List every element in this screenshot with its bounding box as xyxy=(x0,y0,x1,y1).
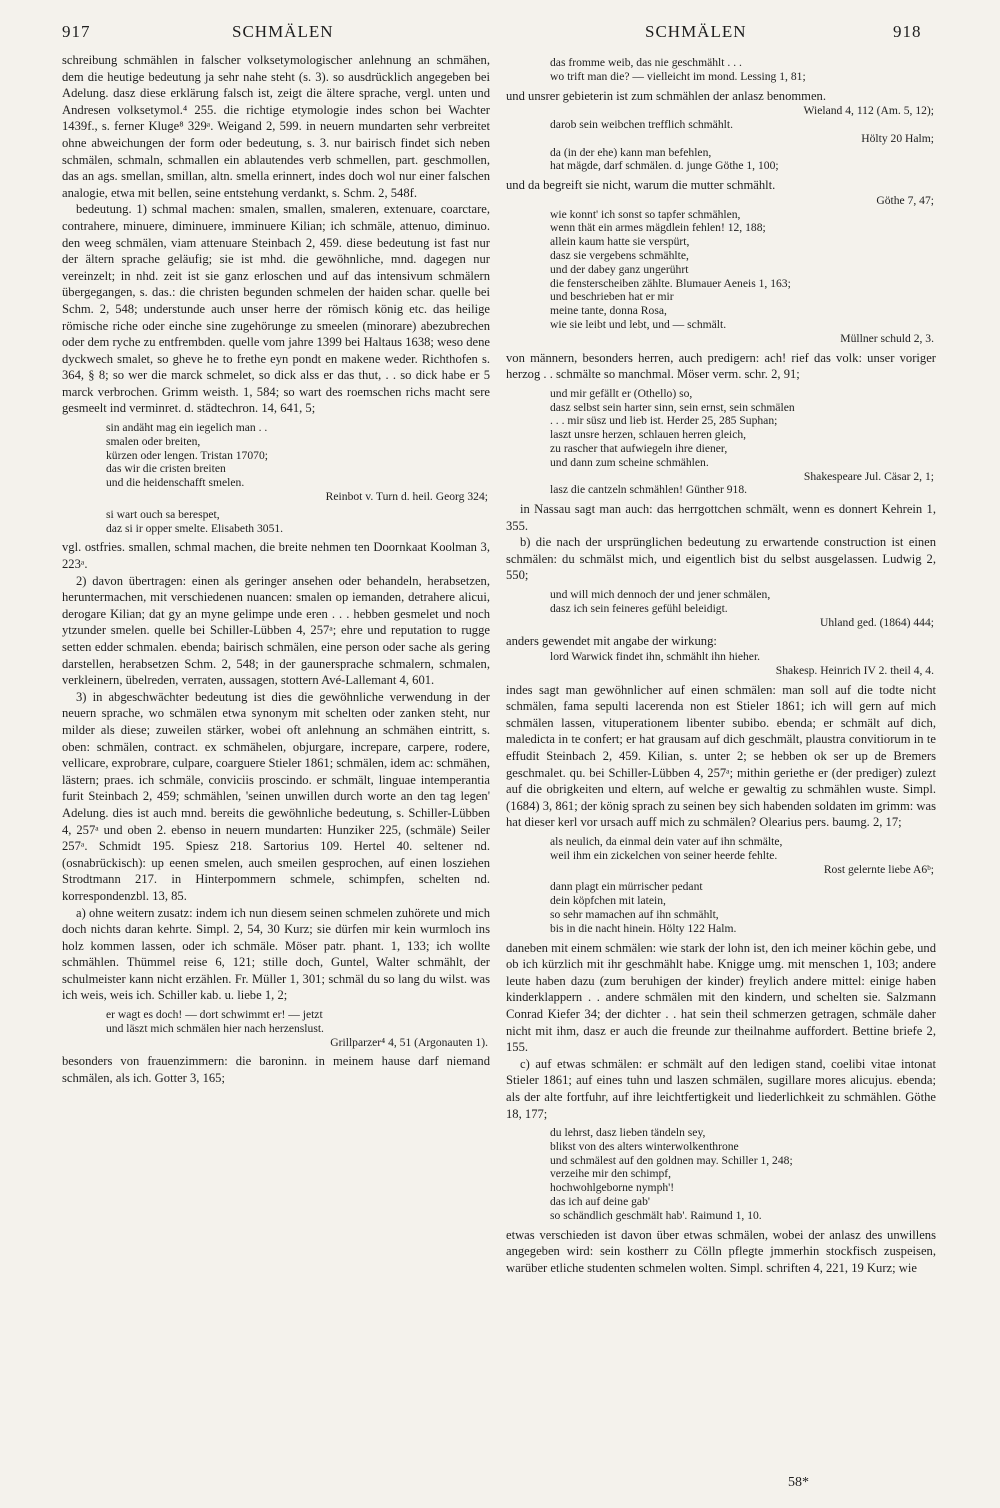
verse-line: und läszt mich schmälen hier nach herzenslust. xyxy=(106,1021,324,1035)
verse-line: allein kaum hatte sie verspürt, xyxy=(550,235,690,249)
verse-line: si wart ouch sa berespet, xyxy=(106,507,220,521)
verse-line: dein köpfchen mit latein, xyxy=(550,894,666,908)
verse-line: laszt unsre herzen, schlauen herren gleich, xyxy=(550,428,747,442)
verse-line: und der dabey ganz ungerührt xyxy=(550,262,689,276)
verse-quote xyxy=(550,194,936,346)
quote-source: Reinbot v. Turn d. heil. Georg 324; xyxy=(325,490,488,504)
paragraph: bedeutung. 1) schmal machen: smalen, smallen, smaleren, extenuare, coarctare, contrahere, minuere, diminuere, imminuere Kilian; ich schmäle, attenuo, diminuo. den weeg schmälen, viam attenuare Steinbach 2, 459. diese bedeutung ist fast nur der ältern sprache geläufig; sie ist mhd. die gewöhnliche, mnd. dagegen nur vereinzelt; in nhd. zeit ist sie ganz erloschen und auf das intensivum schmälern übergegangen, s. das.: die christen begunden schmelen der haiden schar. quelle bei Schm. 2, 548; understunde auch unser herre der römisch könig etc. das heilige römische riche oder einche sine zugehörunge zu smeelen (minorare) abezubrechen oder dem ryche zu entfrembden. quelle vom jahre 1399 bei Haltaus 1638; weso dene dyckwech smalet, so gheve he to frethe eyn pondt en makene weder. Richthofen s. 364, § 8; so wer die marck schmelet, so dick alss er das thut, . . so dick habe er 5 marck verbrochen. Grimm weisth. 1, 584; so wart des roemschen richs macht sere gesmeelt ind verminret. d. städtechron. 14, 641, 5; xyxy=(62,202,490,416)
right-page-number: 918 xyxy=(893,22,922,41)
verse-quote xyxy=(550,835,936,876)
left-column xyxy=(62,52,490,1087)
verse-quote xyxy=(106,421,490,504)
paragraph: a) ohne weitern zusatz: indem ich nun diesem seinen schmelen zuhörete und mich doch nichts daran kehrte. Simpl. 2, 54, 30 Kurz; sie dürfen mir kein wurmloch ins holz kommen lassen, oder ich schmäle. Möser patr. phant. 1, 133; ich wollte schmählen. Thümmel reise 6, 121; stille doch, Guntel, Walter schmählt, der schulmeister kann nicht erzählen. Fr. Müller 1, 301; schmäl du so lang du wilst. was ich weis, weis ich. Schiller kab. u. liebe 1, 2; xyxy=(62,905,490,1003)
verse-line: und mir gefällt er (Othello) so, xyxy=(550,386,693,400)
verse-line: lasz die cantzeln schmählen! Günther 918. xyxy=(550,483,748,497)
paragraph: 2) davon übertragen: einen als geringer ansehen oder behandeln, herabsetzen, heruntermachen, mit verschiedenen nuancen: smalen op iemanden, detrahere alicui, derogare Kilian; dat gy an myne gelimpe unde eren . . . hebben gesmelet und noch ytzunder smelen. quelle bei Schiller-Lübben 4, 257ᵃ; ehre und reputation to rugge setten edder schmalen. ebenda; bairisch schmälen, eine person oder sache als gering darstellen, herabsetzen Schm. 2, 548; in der gaunersprache schmalern, schmalen, verkleinern, übelreden, verraten, aussagen, stottern Avé-Lallemant 4, 601. xyxy=(62,573,490,688)
left-page-number: 917 xyxy=(62,22,91,41)
right-column xyxy=(506,52,936,1276)
verse-line: und schmälest auf den goldnen may. Schiller 1, 248; xyxy=(550,1153,793,1167)
verse-line: darob sein weibchen trefflich schmählt. xyxy=(550,117,733,131)
verse-line: dasz sie vergebens schmählte, xyxy=(550,248,689,262)
verse-line: das wir die cristen breiten xyxy=(106,462,226,476)
paragraph: anders gewendet mit angabe der wirkung: xyxy=(506,634,717,649)
verse-line: weil ihm ein zickelchen von seiner heerde fehlte. xyxy=(550,848,778,862)
verse-line: so sehr mamachen auf ihn schmählt, xyxy=(550,907,719,921)
quote-source: Shakesp. Heinrich IV 2. theil 4, 4. xyxy=(775,663,934,677)
paragraph: daneben mit einem schmälen: wie stark der lohn ist, den ich meiner köchin gebe, und ob ich kürzlich mit ihr geschmählt habe. Knigge umg. mit menschen 1, 103; andere leute haben dazu (zum beruhigen der kinder) freylich andere mittel: einige haben kinderklappern . . andere schmälen mit den kindern, und schelten sie. Salzmann Conrad Kiefer 34; der dichter . . hat sein theil schmerzen getragen, schmäle daher nicht mit ihm, dasz er auch die freunde zur theilnahme auffordert. Bettine briefe 2, 155. xyxy=(506,940,936,1055)
verse-line: so schändlich geschmält hab'. Raimund 1, 10. xyxy=(550,1208,762,1222)
verse-line: und dann zum scheine schmählen. xyxy=(550,455,709,469)
verse-line: und will mich dennoch der und jener schmälen, xyxy=(550,588,771,602)
paragraph: c) auf etwas schmälen: er schmält auf den ledigen stand, coelibi vitae intonat Stieler 1861; auf eines tuhn und laszen schmälen, sugillare mores alicujus. ebenda; als der alte fortfuhr, auf ihre leichtfertigkeit und liederlichkeit zu schmählen. Göthe 18, 177; xyxy=(506,1056,936,1121)
verse-quote xyxy=(106,508,490,536)
verse-line: die fensterscheiben zählte. Blumauer Aeneis 1, 163; xyxy=(550,276,791,290)
verse-quote xyxy=(550,588,936,629)
left-running-title: SCHMÄLEN xyxy=(232,22,334,41)
verse-line: sin andäht mag ein iegelich man . . xyxy=(106,421,268,435)
paragraph: vgl. ostfries. smallen, schmal machen, die breite nehmen ten Doornkaat Koolman 3, 223ᵃ. xyxy=(62,540,490,572)
verse-line: dasz ich sein feineres gefühl beleidigt. xyxy=(550,601,728,615)
verse-quote xyxy=(550,880,936,935)
verse-line: wo trift man die? — vielleicht im mond. Lessing 1, 81; xyxy=(550,69,806,83)
paragraph: b) die nach der ursprünglichen bedeutung zu erwartende construction ist einen schmälen: du schmälst mich, und eigentlich bist du selbst ausgelassen. Ludwig 2, 550; xyxy=(506,535,936,583)
verse-line: hochwohlgeborne nymph'! xyxy=(550,1181,675,1195)
verse-line: hat mägde, darf schmälen. d. junge Göthe 1, 100; xyxy=(550,159,779,173)
verse-line: das ich auf deine gab' xyxy=(550,1195,650,1209)
quote-source: Müllner schuld 2, 3. xyxy=(840,331,934,345)
verse-quote xyxy=(106,1008,490,1049)
signature-mark: 58* xyxy=(788,1475,809,1490)
verse-line: verzeihe mir den schimpf, xyxy=(550,1167,672,1181)
verse-quote xyxy=(550,650,936,678)
paragraph: 3) in abgeschwächter bedeutung ist dies die gewöhnliche verwendung in der neuern sprache, wo schmälen etwa synonym mit schelten oder zanken steht, nur milder als diese; zuweilen stärker, wobei oft anlehnung an schmähen eintritt, s. oben: schmälen, contract. ex schmähelen, objurgare, increpare, carpere, rodere, vellicare, exprobrare, culpare, coarguere Stieler 1861; schmälen, idem ac: schmähen, lästern; praes. ich schmäle, conviciis proscindo. er schmält, linguae intemperantia furit Steinbach 2, 459; schmählen, 'seinen unwillen durch worte an den tag legen' Adelung. dies ist auch mnd. bereits die gewöhnliche bedeutung, s. Schiller-Lübben 4, 257ᵃ und oben 2. ebenso in neuern mundarten: Hunziker 225, (schmäle) Seiler 257ᵃ. Schmidt 195. Spiesz 218. Sartorius 109. Hertel 40. seltener nd. (osnabrückisch): up eenen smelen, auch smeilen gesprochen, auf einen losziehen Strodtmann 217. in Hinterpommern schmele, schimpfen, schelten nd. korrespondenzbl. 13, 85. xyxy=(62,689,490,903)
paragraph: und da begreift sie nicht, warum die mutter schmählt. xyxy=(506,178,776,193)
verse-quote xyxy=(550,387,936,497)
verse-line: und beschrieben hat er mir xyxy=(550,290,674,304)
verse-line: dann plagt ein mürrischer pedant xyxy=(550,880,703,894)
verse-line: dasz selbst sein harter sinn, sein ernst, sein schmälen xyxy=(550,400,795,414)
verse-line: da (in der ehe) kann man befehlen, xyxy=(550,145,712,159)
paragraph: schreibung schmählen in falscher volksetymologischer anlehnung an schmähen, dem die heutige bedeutung ja sehr nahe steht (s. 3). so ausdrücklich angegeben bei Adelung. dasz diese erklärung falsch ist, zeigt die ältere sprache, vergl. unten und Andresen volksetymol.⁴ 255. die richtige etymologie indes schon bei Wachter 1439f., s. ferner Kluge⁸ 329ᵃ. Weigand 2, 599. in neuern mundarten sehr verbreitet ohne abweichungen der form oder bedeutung, s. 3. nur bairisch findet sich neben schmälen, schmaln, schmallen ein ablautendes verb schmellen, part. geschmollen, das an ags. smellan, smillan, altn. smella erinnert, indes doch wol nur einer falschen analogie, etwa mit bellen, seine entstehung verdankt, s. Schm. 2, 548f. xyxy=(62,53,490,200)
quote-source: Göthe 7, 47; xyxy=(876,193,934,207)
verse-line: bis in die nacht hinein. Hölty 122 Halm. xyxy=(550,921,737,935)
verse-line: smalen oder breiten, xyxy=(106,434,201,448)
paragraph: in Nassau sagt man auch: das herrgottchen schmält, wenn es donnert Kehrein 1, 355. xyxy=(506,502,936,533)
verse-line: zu rascher that aufwiegeln ihre diener, xyxy=(550,441,728,455)
verse-line: und die heidenschafft smelen. xyxy=(106,476,245,490)
quote-source: Grillparzer⁴ 4, 51 (Argonauten 1). xyxy=(330,1035,488,1049)
paragraph: etwas verschieden ist davon über etwas schmälen, wobei der anlasz des unwillens angegeben wird: sein kostherr zu Cölln pflegte jmmerhin stockfisch zuspeisen, warüber etliche studenten schmelen wolten. Simpl. schriften 4, 221, 19 Kurz; wie xyxy=(506,1227,936,1275)
quote-source: Wieland 4, 112 (Am. 5, 12); xyxy=(803,104,934,118)
paragraph: besonders von frauenzimmern: die baroninn. in meinem hause darf niemand schmälen, als ich. Gotter 3, 165; xyxy=(62,1054,490,1086)
verse-line: blikst von des alters winterwolkenthrone xyxy=(550,1139,739,1153)
verse-line: . . . mir süsz und lieb ist. Herder 25, 285 Suphan; xyxy=(550,414,778,428)
verse-line: kürzen oder lengen. Tristan 17070; xyxy=(106,448,268,462)
verse-line: er wagt es doch! — dort schwimmt er! — jetzt xyxy=(106,1008,323,1022)
verse-line: meine tante, donna Rosa, xyxy=(550,304,667,318)
quote-source: Rost gelernte liebe A6ᵇ; xyxy=(823,862,934,876)
verse-line: du lehrst, dasz lieben tändeln sey, xyxy=(550,1126,706,1140)
verse-line: als neulich, da einmal dein vater auf ihn schmälte, xyxy=(550,834,783,848)
quote-source: Uhland ged. (1864) 444; xyxy=(820,615,934,629)
paragraph: und unsrer gebieterin ist zum schmählen der anlasz benommen. xyxy=(506,88,826,103)
verse-line: daz si ir opper smelte. Elisabeth 3051. xyxy=(106,521,284,535)
verse-quote xyxy=(550,56,936,84)
verse-quote xyxy=(550,104,936,173)
verse-line: lord Warwick findet ihn, schmählt ihn hieher. xyxy=(550,650,761,664)
quote-source: Hölty 20 Halm; xyxy=(861,131,934,145)
paragraph: indes sagt man gewöhnlicher auf einen schmälen: man soll auf die todte nicht schmälen, fama sepulti lacerenda non est Stieler 1861; ich will gern auf mich schmälen lassen, vituperationem libenter subibo. ebenda; er schmält auf dich, maledicta in te confert; er hat grausam auf dich geschmält, plaustra convitiorum in te effudit Steinbach 2, 459. Kilian, s. unter 2; se hebben ok ser up de Bremers geschmalet. qu. bei Schiller-Lübben 4, 257ᵃ; mithin geriethe er (der prediger) zulezt auf die obrigkeiten und eltern, auf welche er gewaltig zu schmählen wuste. Simpl. (1684) 3, 861; der könig sprach zu seinen bey sich habenden soldaten im grimm: was hat dieser kerl vor ursach auff mich zu schmälen? Olearius pers. baumg. 2, 17; xyxy=(506,682,936,830)
verse-quote xyxy=(550,1126,936,1223)
paragraph: von männern, besonders herren, auch predigern: ach! rief das volk: unser voriger herzog . . schmälte so manchmal. Möser verm. schr. 2, 91; xyxy=(506,350,936,382)
right-running-title: SCHMÄLEN xyxy=(645,22,747,41)
verse-line: wie sie leibt und lebt, und — schmält. xyxy=(550,317,727,331)
verse-line: wenn thät ein armes mägdlein fehlen! 12, 188; xyxy=(550,221,766,235)
verse-line: das fromme weib, das nie geschmählt . . . xyxy=(550,56,742,69)
quote-source: Shakespeare Jul. Cäsar 2, 1; xyxy=(803,469,934,483)
verse-line: wie konnt' ich sonst so tapfer schmählen, xyxy=(550,207,741,221)
